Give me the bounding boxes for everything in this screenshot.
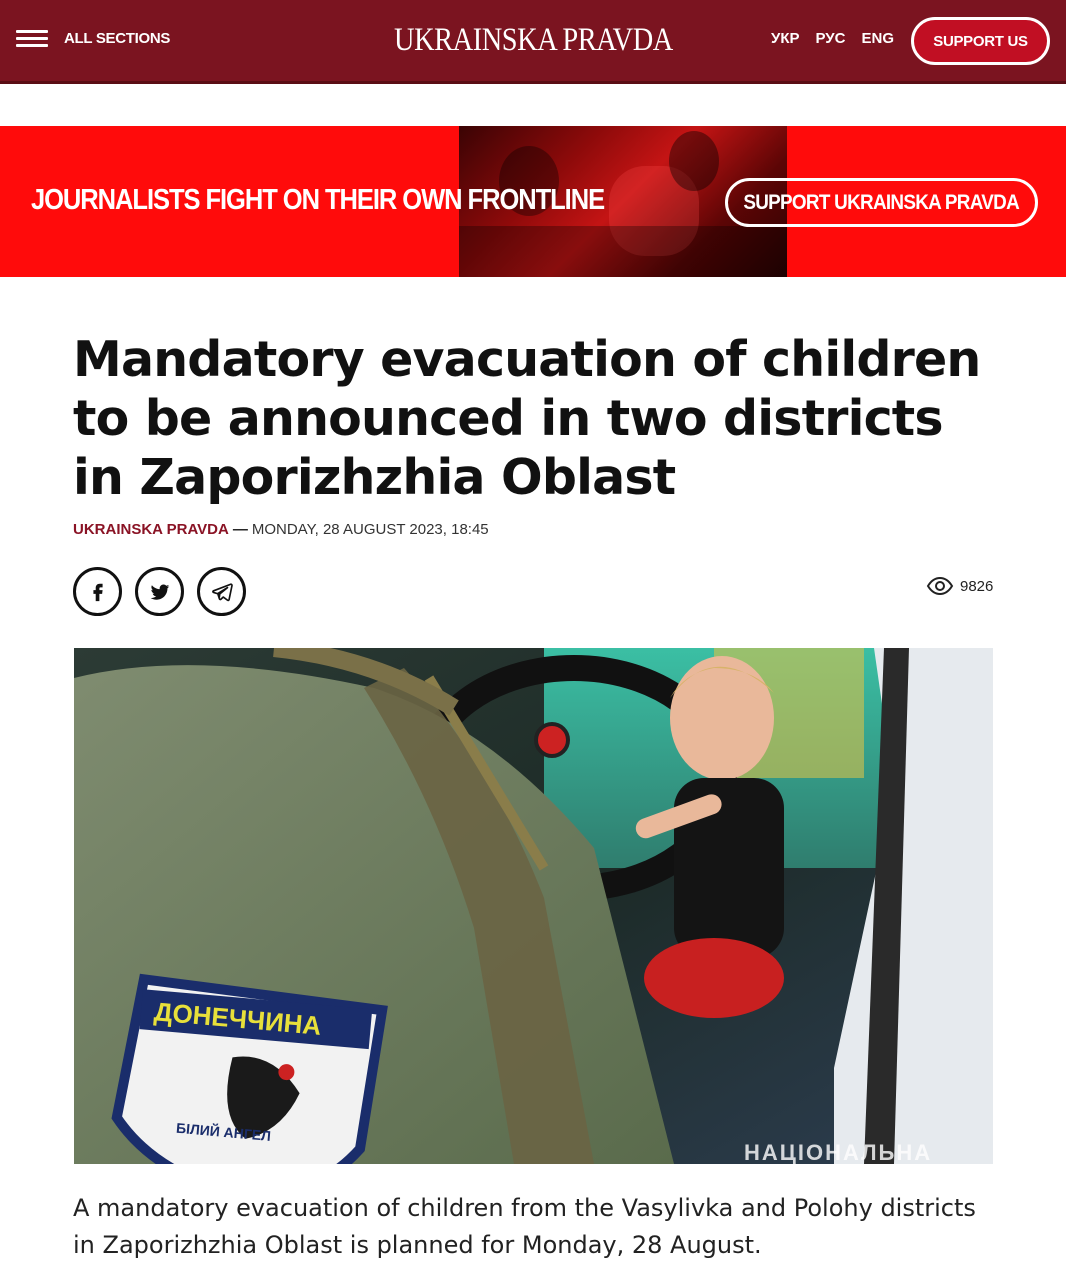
share-telegram-button[interactable] [197,567,246,616]
share-buttons [73,567,246,616]
banner-headline: JOURNALISTS FIGHT ON THEIR OWN FRONTLINE [31,184,605,216]
twitter-icon [148,581,172,603]
article-date: MONDAY, 28 AUGUST 2023, 18:45 [251,521,489,538]
telegram-icon [210,581,234,603]
all-sections-label: ALL SECTIONS [64,29,171,47]
byline-separator: — [232,521,248,538]
language-switcher [771,30,894,47]
view-count: 9826 [960,577,994,595]
article-byline [73,521,489,538]
all-sections-button[interactable] [16,27,170,49]
lang-eng[interactable]: ENG [861,30,894,47]
article-lead: A mandatory evacuation of children from the Vasylivka and Polohy districts in Zaporizhzhia Oblast is planned for Monday, 28 August. [73,1194,976,1259]
site-header [0,0,1066,84]
article-photo [74,648,993,1164]
share-twitter-button[interactable] [135,567,184,616]
photo-watermark: НАЦІОНАЛЬНА [744,1140,933,1164]
article-photo-illustration [74,648,993,1164]
patch-text: ДОНЕЧЧИНА [152,996,323,1041]
share-facebook-button[interactable] [73,567,122,616]
support-ukrainska-pravda-button[interactable] [725,178,1038,227]
hamburger-icon [16,27,48,49]
support-us-button[interactable]: SUPPORT US [911,17,1050,65]
view-counter [926,576,993,596]
facebook-icon [87,581,109,603]
lang-ukr[interactable]: УКР [771,30,800,47]
banner-button-label: SUPPORT UKRAINSKA PRAVDA [743,190,1020,214]
patch-subtext: БІЛИЙ АНГЕЛ [175,1119,272,1144]
lang-rus[interactable]: РУС [815,30,846,47]
eye-icon [926,576,954,596]
article-title: Mandatory evacuation of children to be announced in two districts in Zaporizhzhia Oblast [73,331,981,506]
site-logo[interactable]: UKRAINSKA PRAVDA [394,22,673,58]
article-author[interactable]: UKRAINSKA PRAVDA [73,521,229,538]
